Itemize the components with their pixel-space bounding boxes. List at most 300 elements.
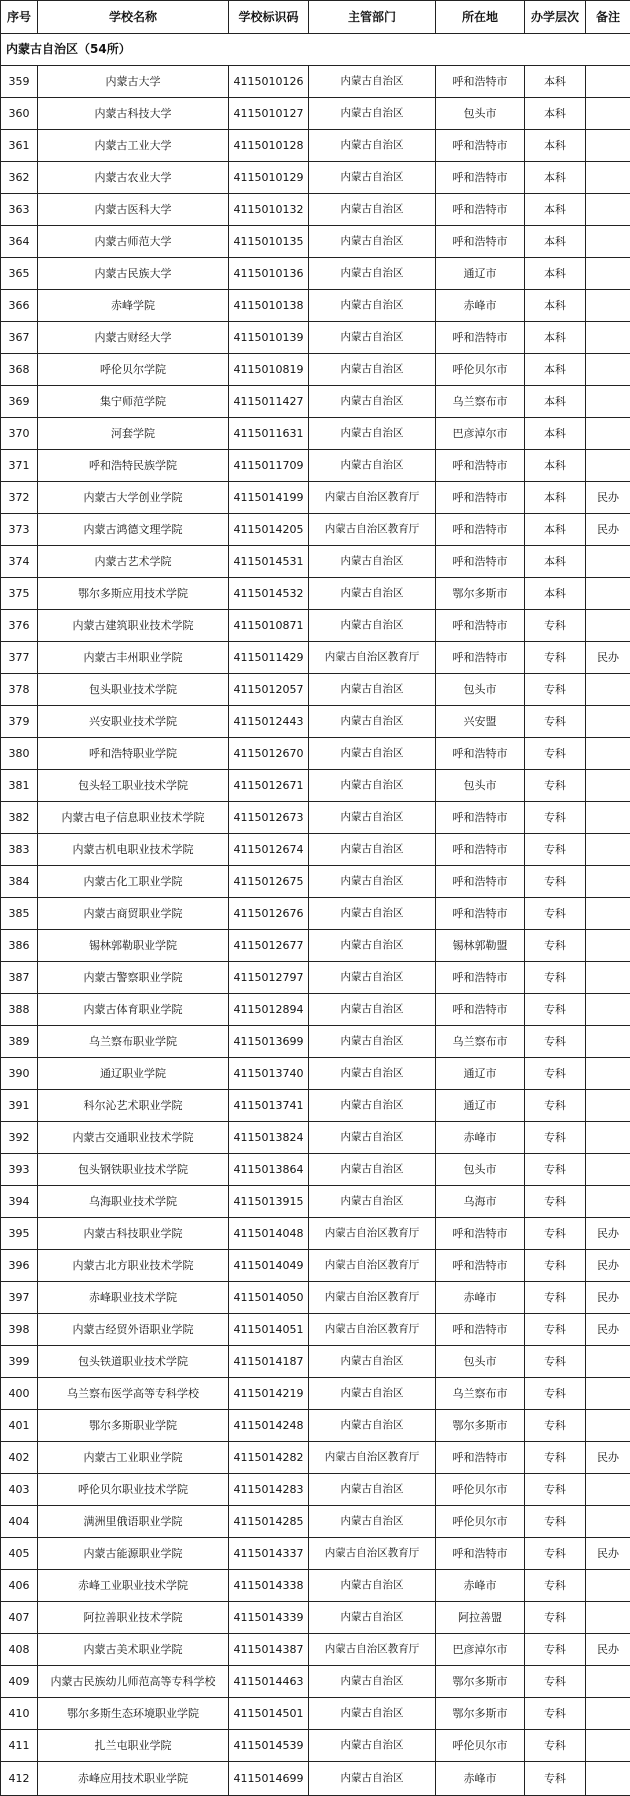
cell-school-code: 4115010129: [229, 162, 309, 194]
cell-remarks: [586, 1506, 630, 1538]
cell-location: 呼和浩特市: [436, 194, 525, 226]
cell-remarks: 民办: [586, 1282, 630, 1314]
cell-school-name: 内蒙古工业职业学院: [38, 1442, 229, 1474]
cell-department: 内蒙古自治区教育厅: [309, 1282, 436, 1314]
cell-school-name: 内蒙古北方职业技术学院: [38, 1250, 229, 1282]
cell-level: 专科: [525, 994, 586, 1026]
cell-level: 专科: [525, 1730, 586, 1762]
cell-department: 内蒙古自治区: [309, 674, 436, 706]
cell-school-code: 4115011429: [229, 642, 309, 674]
cell-department: 内蒙古自治区: [309, 98, 436, 130]
cell-remarks: [586, 610, 630, 642]
cell-level: 本科: [525, 450, 586, 482]
cell-department: 内蒙古自治区: [309, 802, 436, 834]
cell-remarks: [586, 226, 630, 258]
section-title: 内蒙古自治区（54所）: [1, 34, 630, 66]
cell-level: 本科: [525, 258, 586, 290]
cell-index: 381: [1, 770, 38, 802]
cell-school-name: 包头钢铁职业技术学院: [38, 1154, 229, 1186]
cell-school-name: 内蒙古化工职业学院: [38, 866, 229, 898]
cell-department: 内蒙古自治区: [309, 1666, 436, 1698]
header-level: 办学层次: [525, 1, 586, 34]
cell-remarks: [586, 1154, 630, 1186]
cell-location: 呼和浩特市: [436, 514, 525, 546]
cell-location: 呼和浩特市: [436, 802, 525, 834]
cell-remarks: [586, 738, 630, 770]
cell-remarks: 民办: [586, 1314, 630, 1346]
cell-index: 395: [1, 1218, 38, 1250]
cell-school-name: 内蒙古机电职业技术学院: [38, 834, 229, 866]
cell-school-name: 赤峰职业技术学院: [38, 1282, 229, 1314]
cell-school-name: 乌兰察布医学高等专科学校: [38, 1378, 229, 1410]
cell-location: 赤峰市: [436, 290, 525, 322]
cell-school-name: 内蒙古工业大学: [38, 130, 229, 162]
cell-remarks: [586, 994, 630, 1026]
cell-school-code: 4115012797: [229, 962, 309, 994]
cell-school-code: 4115012670: [229, 738, 309, 770]
table-row: [1, 738, 630, 770]
cell-index: 411: [1, 1730, 38, 1762]
cell-remarks: [586, 1090, 630, 1122]
cell-department: 内蒙古自治区: [309, 866, 436, 898]
cell-index: 390: [1, 1058, 38, 1090]
cell-index: 373: [1, 514, 38, 546]
header-index: 序号: [1, 1, 38, 34]
cell-school-code: 4115010136: [229, 258, 309, 290]
cell-location: 阿拉善盟: [436, 1602, 525, 1634]
cell-level: 专科: [525, 1634, 586, 1666]
cell-school-name: 呼伦贝尔学院: [38, 354, 229, 386]
cell-department: 内蒙古自治区: [309, 1058, 436, 1090]
cell-location: 呼和浩特市: [436, 450, 525, 482]
cell-index: 359: [1, 66, 38, 98]
cell-school-code: 4115012677: [229, 930, 309, 962]
cell-remarks: [586, 1026, 630, 1058]
cell-school-name: 通辽职业学院: [38, 1058, 229, 1090]
cell-remarks: [586, 1730, 630, 1762]
table-row: [1, 866, 630, 898]
cell-school-name: 满洲里俄语职业学院: [38, 1506, 229, 1538]
cell-level: 专科: [525, 738, 586, 770]
cell-index: 372: [1, 482, 38, 514]
cell-level: 本科: [525, 98, 586, 130]
table-row: [1, 1410, 630, 1442]
cell-school-code: 4115014532: [229, 578, 309, 610]
table-row: [1, 1026, 630, 1058]
cell-school-name: 内蒙古建筑职业技术学院: [38, 610, 229, 642]
cell-department: 内蒙古自治区: [309, 1378, 436, 1410]
cell-remarks: [586, 770, 630, 802]
table-row: [1, 1218, 630, 1250]
cell-remarks: [586, 1698, 630, 1730]
cell-remarks: [586, 66, 630, 98]
cell-level: 本科: [525, 66, 586, 98]
cell-location: 呼和浩特市: [436, 898, 525, 930]
cell-location: 包头市: [436, 1346, 525, 1378]
cell-remarks: [586, 546, 630, 578]
table-row: [1, 354, 630, 386]
cell-school-code: 4115010139: [229, 322, 309, 354]
table-row: [1, 1250, 630, 1282]
cell-level: 专科: [525, 1410, 586, 1442]
cell-school-code: 4115012673: [229, 802, 309, 834]
table-row: [1, 802, 630, 834]
cell-location: 呼和浩特市: [436, 1314, 525, 1346]
header-school-name: 学校名称: [38, 1, 229, 34]
cell-school-code: 4115014463: [229, 1666, 309, 1698]
cell-school-code: 4115011427: [229, 386, 309, 418]
header-school-code: 学校标识码: [229, 1, 309, 34]
cell-school-code: 4115014531: [229, 546, 309, 578]
cell-school-name: 内蒙古电子信息职业技术学院: [38, 802, 229, 834]
cell-index: 391: [1, 1090, 38, 1122]
cell-school-name: 内蒙古商贸职业学院: [38, 898, 229, 930]
cell-level: 专科: [525, 1154, 586, 1186]
cell-level: 本科: [525, 354, 586, 386]
table-row: [1, 610, 630, 642]
cell-location: 鄂尔多斯市: [436, 1410, 525, 1442]
cell-department: 内蒙古自治区: [309, 706, 436, 738]
cell-index: 370: [1, 418, 38, 450]
cell-school-code: 4115013864: [229, 1154, 309, 1186]
cell-index: 399: [1, 1346, 38, 1378]
cell-index: 362: [1, 162, 38, 194]
cell-location: 赤峰市: [436, 1122, 525, 1154]
cell-level: 本科: [525, 546, 586, 578]
cell-level: 专科: [525, 930, 586, 962]
cell-department: 内蒙古自治区: [309, 1698, 436, 1730]
cell-school-name: 内蒙古鸿德文理学院: [38, 514, 229, 546]
table-row: [1, 1666, 630, 1698]
cell-location: 赤峰市: [436, 1762, 525, 1796]
cell-location: 包头市: [436, 674, 525, 706]
cell-index: 394: [1, 1186, 38, 1218]
cell-index: 364: [1, 226, 38, 258]
cell-department: 内蒙古自治区: [309, 322, 436, 354]
table-row: [1, 514, 630, 546]
cell-school-name: 内蒙古美术职业学院: [38, 1634, 229, 1666]
cell-level: 专科: [525, 866, 586, 898]
cell-department: 内蒙古自治区教育厅: [309, 1250, 436, 1282]
cell-location: 通辽市: [436, 258, 525, 290]
cell-school-code: 4115012675: [229, 866, 309, 898]
cell-remarks: [586, 1186, 630, 1218]
cell-index: 409: [1, 1666, 38, 1698]
cell-index: 360: [1, 98, 38, 130]
cell-index: 405: [1, 1538, 38, 1570]
cell-location: 赤峰市: [436, 1570, 525, 1602]
cell-level: 专科: [525, 1506, 586, 1538]
cell-school-name: 乌海职业技术学院: [38, 1186, 229, 1218]
cell-index: 369: [1, 386, 38, 418]
table-row: [1, 1506, 630, 1538]
cell-department: 内蒙古自治区: [309, 546, 436, 578]
cell-index: 407: [1, 1602, 38, 1634]
cell-school-code: 4115010126: [229, 66, 309, 98]
cell-school-code: 4115010138: [229, 290, 309, 322]
cell-level: 专科: [525, 1698, 586, 1730]
cell-remarks: [586, 1762, 630, 1796]
cell-index: 401: [1, 1410, 38, 1442]
cell-location: 包头市: [436, 1154, 525, 1186]
cell-department: 内蒙古自治区: [309, 962, 436, 994]
cell-remarks: [586, 1346, 630, 1378]
cell-remarks: 民办: [586, 482, 630, 514]
cell-department: 内蒙古自治区教育厅: [309, 482, 436, 514]
cell-location: 乌兰察布市: [436, 386, 525, 418]
cell-department: 内蒙古自治区教育厅: [309, 1442, 436, 1474]
cell-location: 包头市: [436, 770, 525, 802]
cell-location: 呼和浩特市: [436, 642, 525, 674]
cell-school-code: 4115012674: [229, 834, 309, 866]
cell-level: 专科: [525, 1346, 586, 1378]
cell-department: 内蒙古自治区: [309, 1506, 436, 1538]
table-row: [1, 1346, 630, 1378]
table-row: [1, 994, 630, 1026]
cell-department: 内蒙古自治区: [309, 578, 436, 610]
header-department: 主管部门: [309, 1, 436, 34]
cell-location: 呼和浩特市: [436, 226, 525, 258]
cell-index: 371: [1, 450, 38, 482]
table-row: [1, 1474, 630, 1506]
cell-school-code: 4115012676: [229, 898, 309, 930]
cell-location: 呼和浩特市: [436, 1538, 525, 1570]
cell-level: 专科: [525, 1186, 586, 1218]
cell-level: 专科: [525, 1570, 586, 1602]
cell-school-name: 内蒙古能源职业学院: [38, 1538, 229, 1570]
cell-location: 通辽市: [436, 1090, 525, 1122]
table-row: [1, 1442, 630, 1474]
cell-department: 内蒙古自治区: [309, 290, 436, 322]
cell-location: 呼伦贝尔市: [436, 1474, 525, 1506]
cell-school-name: 内蒙古民族大学: [38, 258, 229, 290]
table-body: [1, 34, 630, 1796]
cell-remarks: [586, 1378, 630, 1410]
cell-level: 专科: [525, 1122, 586, 1154]
cell-department: 内蒙古自治区: [309, 1474, 436, 1506]
cell-remarks: [586, 162, 630, 194]
cell-location: 呼和浩特市: [436, 66, 525, 98]
cell-level: 专科: [525, 642, 586, 674]
cell-index: 403: [1, 1474, 38, 1506]
cell-remarks: [586, 1122, 630, 1154]
table-row: [1, 1058, 630, 1090]
cell-index: 361: [1, 130, 38, 162]
cell-school-code: 4115014050: [229, 1282, 309, 1314]
cell-index: 412: [1, 1762, 38, 1796]
cell-index: 378: [1, 674, 38, 706]
cell-index: 406: [1, 1570, 38, 1602]
table-row: [1, 706, 630, 738]
cell-school-name: 科尔沁艺术职业学院: [38, 1090, 229, 1122]
cell-index: 380: [1, 738, 38, 770]
cell-remarks: 民办: [586, 514, 630, 546]
cell-school-code: 4115014285: [229, 1506, 309, 1538]
cell-index: 367: [1, 322, 38, 354]
cell-location: 呼和浩特市: [436, 1218, 525, 1250]
cell-remarks: 民办: [586, 1218, 630, 1250]
cell-department: 内蒙古自治区教育厅: [309, 514, 436, 546]
cell-level: 本科: [525, 162, 586, 194]
cell-index: 382: [1, 802, 38, 834]
table-row: [1, 258, 630, 290]
cell-remarks: [586, 386, 630, 418]
cell-index: 408: [1, 1634, 38, 1666]
cell-school-name: 内蒙古大学创业学院: [38, 482, 229, 514]
cell-level: 专科: [525, 610, 586, 642]
cell-location: 兴安盟: [436, 706, 525, 738]
cell-remarks: [586, 354, 630, 386]
cell-level: 专科: [525, 1474, 586, 1506]
cell-school-name: 内蒙古艺术学院: [38, 546, 229, 578]
cell-school-code: 4115010128: [229, 130, 309, 162]
cell-location: 鄂尔多斯市: [436, 1666, 525, 1698]
cell-remarks: [586, 802, 630, 834]
cell-level: 专科: [525, 1538, 586, 1570]
cell-level: 专科: [525, 1378, 586, 1410]
cell-location: 呼和浩特市: [436, 738, 525, 770]
cell-school-name: 内蒙古大学: [38, 66, 229, 98]
cell-school-code: 4115014699: [229, 1762, 309, 1796]
cell-department: 内蒙古自治区: [309, 450, 436, 482]
cell-index: 402: [1, 1442, 38, 1474]
cell-department: 内蒙古自治区: [309, 1026, 436, 1058]
cell-level: 专科: [525, 898, 586, 930]
header-remarks: 备注: [586, 1, 630, 34]
cell-remarks: [586, 674, 630, 706]
cell-location: 呼和浩特市: [436, 322, 525, 354]
cell-remarks: 民办: [586, 1442, 630, 1474]
table-row: [1, 66, 630, 98]
cell-remarks: [586, 962, 630, 994]
cell-level: 本科: [525, 482, 586, 514]
cell-department: 内蒙古自治区: [309, 610, 436, 642]
cell-index: 385: [1, 898, 38, 930]
cell-index: 389: [1, 1026, 38, 1058]
cell-remarks: 民办: [586, 1634, 630, 1666]
cell-school-name: 内蒙古师范大学: [38, 226, 229, 258]
cell-level: 本科: [525, 514, 586, 546]
cell-index: 387: [1, 962, 38, 994]
cell-location: 乌兰察布市: [436, 1026, 525, 1058]
cell-level: 本科: [525, 578, 586, 610]
cell-school-name: 鄂尔多斯生态环境职业学院: [38, 1698, 229, 1730]
cell-location: 呼和浩特市: [436, 546, 525, 578]
cell-level: 本科: [525, 226, 586, 258]
cell-level: 专科: [525, 1282, 586, 1314]
cell-school-name: 呼伦贝尔职业技术学院: [38, 1474, 229, 1506]
cell-department: 内蒙古自治区: [309, 834, 436, 866]
cell-index: 400: [1, 1378, 38, 1410]
cell-department: 内蒙古自治区: [309, 226, 436, 258]
cell-department: 内蒙古自治区: [309, 1186, 436, 1218]
table-row: [1, 290, 630, 322]
table-row: [1, 1730, 630, 1762]
cell-index: 374: [1, 546, 38, 578]
cell-remarks: [586, 1602, 630, 1634]
table-row: [1, 322, 630, 354]
cell-department: 内蒙古自治区教育厅: [309, 1314, 436, 1346]
cell-index: 379: [1, 706, 38, 738]
cell-level: 专科: [525, 1442, 586, 1474]
cell-school-code: 4115014219: [229, 1378, 309, 1410]
cell-index: 366: [1, 290, 38, 322]
cell-remarks: [586, 706, 630, 738]
cell-remarks: [586, 866, 630, 898]
cell-school-name: 包头职业技术学院: [38, 674, 229, 706]
cell-school-name: 河套学院: [38, 418, 229, 450]
cell-level: 专科: [525, 1218, 586, 1250]
cell-remarks: 民办: [586, 1538, 630, 1570]
table-row: [1, 930, 630, 962]
cell-location: 呼伦贝尔市: [436, 354, 525, 386]
cell-school-code: 4115012443: [229, 706, 309, 738]
cell-department: 内蒙古自治区: [309, 1410, 436, 1442]
cell-remarks: [586, 98, 630, 130]
table-row: [1, 1154, 630, 1186]
cell-department: 内蒙古自治区: [309, 1602, 436, 1634]
table-row: [1, 1314, 630, 1346]
cell-location: 鄂尔多斯市: [436, 1698, 525, 1730]
cell-department: 内蒙古自治区: [309, 418, 436, 450]
table-row: [1, 898, 630, 930]
cell-level: 本科: [525, 322, 586, 354]
table-row: [1, 1634, 630, 1666]
cell-location: 呼和浩特市: [436, 162, 525, 194]
cell-school-name: 赤峰应用技术职业学院: [38, 1762, 229, 1796]
cell-school-name: 内蒙古科技职业学院: [38, 1218, 229, 1250]
cell-remarks: [586, 290, 630, 322]
cell-school-code: 4115013915: [229, 1186, 309, 1218]
cell-location: 乌海市: [436, 1186, 525, 1218]
cell-school-name: 阿拉善职业技术学院: [38, 1602, 229, 1634]
cell-location: 呼和浩特市: [436, 962, 525, 994]
cell-location: 呼伦贝尔市: [436, 1506, 525, 1538]
cell-school-code: 4115010127: [229, 98, 309, 130]
table-row: [1, 1762, 630, 1796]
cell-department: 内蒙古自治区: [309, 194, 436, 226]
cell-school-name: 锡林郭勒职业学院: [38, 930, 229, 962]
cell-index: 365: [1, 258, 38, 290]
cell-school-code: 4115014051: [229, 1314, 309, 1346]
section-row: [1, 34, 630, 66]
cell-school-name: 内蒙古交通职业技术学院: [38, 1122, 229, 1154]
cell-location: 呼和浩特市: [436, 1442, 525, 1474]
cell-school-code: 4115014283: [229, 1474, 309, 1506]
cell-remarks: [586, 1474, 630, 1506]
cell-level: 专科: [525, 674, 586, 706]
cell-department: 内蒙古自治区: [309, 258, 436, 290]
cell-location: 巴彦淖尔市: [436, 1634, 525, 1666]
table-row: [1, 98, 630, 130]
cell-level: 专科: [525, 962, 586, 994]
cell-location: 呼和浩特市: [436, 834, 525, 866]
cell-school-name: 内蒙古科技大学: [38, 98, 229, 130]
cell-school-name: 乌兰察布职业学院: [38, 1026, 229, 1058]
cell-school-code: 4115014205: [229, 514, 309, 546]
cell-level: 专科: [525, 1602, 586, 1634]
cell-school-code: 4115011631: [229, 418, 309, 450]
table-row: [1, 482, 630, 514]
cell-index: 377: [1, 642, 38, 674]
cell-index: 384: [1, 866, 38, 898]
cell-remarks: [586, 1058, 630, 1090]
cell-location: 呼和浩特市: [436, 130, 525, 162]
cell-location: 包头市: [436, 98, 525, 130]
table-row: [1, 578, 630, 610]
cell-school-code: 4115010132: [229, 194, 309, 226]
cell-level: 专科: [525, 802, 586, 834]
